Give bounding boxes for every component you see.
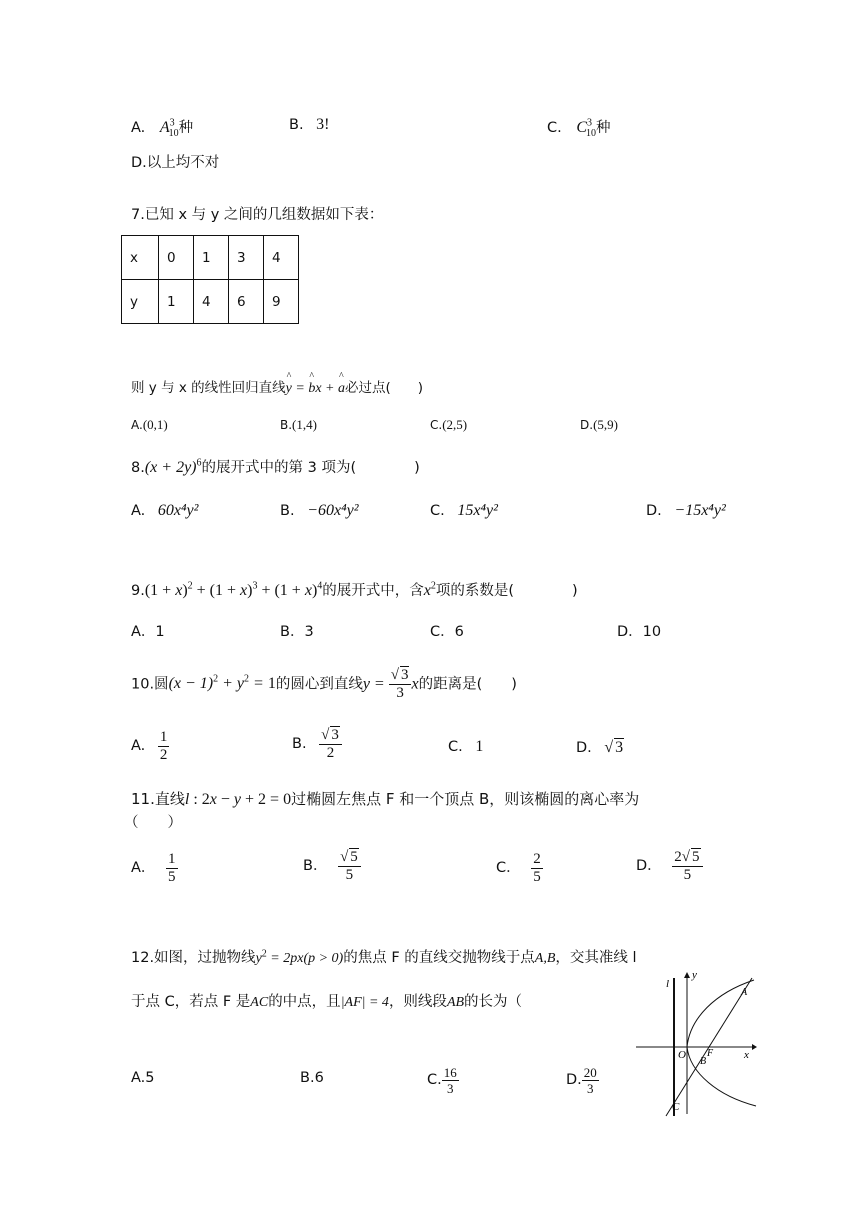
q12-option-d: D. $\frac{20}{3}$ bbox=[566, 1064, 597, 1096]
q9-option-c: C．6 bbox=[430, 624, 464, 640]
q9-option-b: B．3 bbox=[280, 624, 314, 640]
q12-option-a: A.5 bbox=[131, 1070, 155, 1086]
label-c: C bbox=[672, 1101, 680, 1113]
q6-option-b: B. 3! bbox=[289, 116, 330, 133]
q10-option-a: A. $\frac{1}{2}$ bbox=[131, 728, 168, 763]
q11-option-c: C． $\frac{2}{5}$ bbox=[496, 850, 541, 885]
q10-option-c: C. 1 bbox=[448, 738, 484, 755]
q9-stem: $9.(1 + x)^2 + (1 + x)^3 + (1 + x)^4$的展开式中，含$x^2$项的系数是( ) bbox=[131, 580, 578, 599]
x-axis-arrow bbox=[752, 1044, 757, 1050]
label-o: O bbox=[678, 1049, 686, 1061]
q8-option-a: A. 60x⁴y² bbox=[131, 502, 199, 519]
q9-option-d: D．10 bbox=[617, 624, 662, 640]
q6-option-a: A. $A^3_{10}$种 bbox=[131, 117, 194, 140]
q11-option-a: A． $\frac{1}{5}$ bbox=[131, 850, 176, 885]
label-l: l bbox=[666, 978, 670, 990]
q9-option-a: A．1 bbox=[131, 624, 165, 640]
q8-option-c: C. 15x⁴y² bbox=[430, 502, 498, 519]
q7-stem: 7.已知 x 与 y 之间的几组数据如下表： bbox=[131, 207, 384, 223]
q12-option-b: B.6 bbox=[300, 1070, 324, 1086]
q11-option-b: B． $\frac{√ 5}{5}$ bbox=[303, 846, 361, 886]
q6-option-c: C. $C^3_{10}$种 bbox=[547, 117, 611, 140]
y-axis-arrow bbox=[684, 972, 690, 978]
q10-stem: 10.圆$(x - 1)^2 + y^2 = 1$的圆心到直线y = $\frac{√ 3}{3}$ x的距离是( ) bbox=[131, 667, 517, 702]
q12-stem-line2: 于点 C，若点 F 是AC的中点，且|AF| = 4，则线段AB的长为（ bbox=[131, 994, 523, 1010]
q11-option-d: D． $\frac{2√ 5}{5}$ bbox=[636, 846, 703, 886]
label-b: B bbox=[700, 1056, 707, 1067]
q12-stem: 12.如图，过抛物线$y^2 = 2px(p > 0)$的焦点 F 的直线交抛物线于点A,B，交其准线 l bbox=[131, 948, 637, 966]
q7-option-a: A.(0,1) bbox=[131, 417, 168, 432]
q7-option-c: C.(2,5) bbox=[430, 417, 468, 432]
q7-option-b: B.(1,4) bbox=[280, 417, 317, 432]
q7-question: 则 y 与 x 的线性回归直线^ y = ^ bx + ^ a必过点( ) bbox=[131, 376, 423, 397]
q8-option-b: B. −60x⁴y² bbox=[280, 502, 359, 519]
label-y: y bbox=[692, 969, 697, 981]
q6-option-d: D.以上均不对 bbox=[131, 155, 220, 171]
table-row-y: y 1 4 6 9 bbox=[122, 280, 299, 324]
q11-stem-line2: （ ） bbox=[124, 815, 182, 831]
label-x: x bbox=[744, 1049, 749, 1061]
q10-option-b: B. $\frac{√ 3}{2}$ bbox=[292, 724, 342, 764]
q8-option-d: D. −15x⁴y² bbox=[646, 502, 726, 519]
q7-data-table bbox=[121, 235, 299, 324]
q10-option-d: D. √ 3 bbox=[576, 739, 624, 756]
q12-option-c: C. $\frac{16}{3}$ bbox=[427, 1064, 457, 1096]
table-row-x: x 0 1 3 4 bbox=[122, 236, 299, 280]
label-f: F bbox=[707, 1048, 714, 1059]
q7-option-d: D.(5,9) bbox=[580, 417, 618, 432]
q11-stem: 11.直线l : 2x − y + 2 = 0过椭圆左焦点 F 和一个顶点 B，则该椭圆的离心率为 bbox=[131, 790, 640, 808]
parabola-figure bbox=[630, 968, 760, 1118]
q8-stem: $8.(x + 2y)^6$的展开式中的第 3 项为( ) bbox=[131, 457, 420, 476]
label-a: A bbox=[741, 987, 748, 998]
